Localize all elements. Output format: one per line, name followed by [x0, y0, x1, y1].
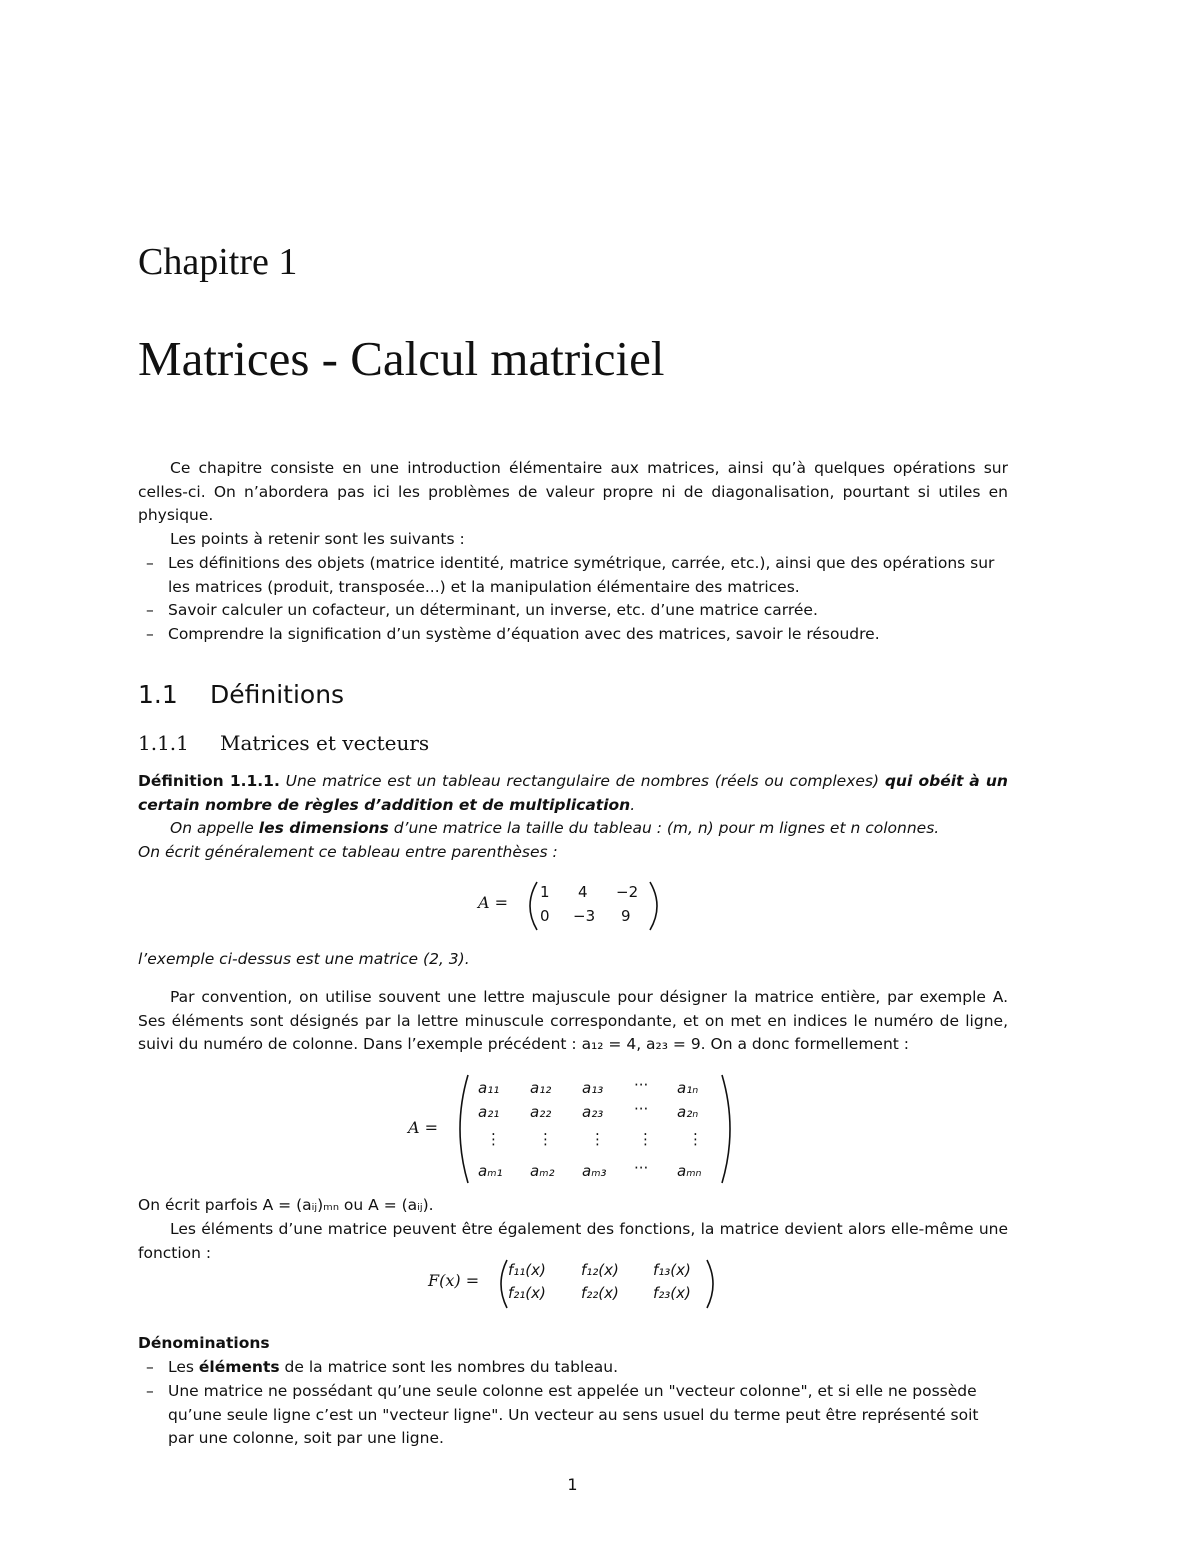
- matrix-f-cell: f₁₃(x): [653, 1261, 691, 1279]
- matrix-a-cell: 9: [621, 907, 631, 925]
- general-matrix-cell: ⋮: [486, 1130, 501, 1148]
- subsection-number: 1.1.1: [138, 731, 189, 755]
- point-text: Savoir calculer un cofacteur, un déterminant, un inverse, etc. d’une matrice carrée.: [168, 601, 818, 619]
- general-matrix-cell: a₂ₙ: [677, 1103, 699, 1121]
- dimensions-paragraph: [138, 817, 1008, 841]
- dims-text-c: d’une matrice la taille du tableau : (m, n) pour m lignes et n colonnes.: [393, 819, 940, 837]
- point-item: [146, 623, 1008, 647]
- point-text: Les définitions des objets (matrice identité, matrice symétrique, carrée, etc.), ainsi que des opérations sur les matrices (produit, transposée...) et la manipulation élémentaire des matrices.: [168, 554, 995, 596]
- bullet-dash: –: [146, 1382, 154, 1400]
- example-note: l’exemple ci-dessus est une matrice (2, 3).: [138, 950, 470, 968]
- notation-line: On écrit parfois A = (aᵢⱼ)ₘₙ ou A = (aᵢⱼ).: [138, 1196, 434, 1214]
- general-matrix-cell: ···: [634, 1076, 649, 1094]
- definition-block: [138, 770, 1008, 817]
- denominations-heading: Dénominations: [138, 1334, 270, 1352]
- right-paren: [718, 1073, 740, 1185]
- matrix-f-cell: f₁₂(x): [581, 1261, 619, 1279]
- general-matrix-cell: ⋮: [688, 1130, 703, 1148]
- matrix-a-cell: 0: [540, 907, 550, 925]
- page-number: 1: [567, 1475, 578, 1494]
- matrix-a-cell: −3: [573, 907, 596, 925]
- general-matrix-lhs-text: A =: [408, 1118, 439, 1137]
- subsection-title: Matrices et vecteurs: [220, 731, 430, 755]
- left-paren: [450, 1073, 472, 1185]
- intro-paragraph: Ce chapitre consiste en une introduction élémentaire aux matrices, ainsi qu’à quelques opérations sur celles-ci. On n’abordera pas ici les problèmes de valeur propre ni de diagonalisation, pourtant si utiles en physique.: [138, 459, 1008, 524]
- section-title: Définitions: [210, 680, 345, 709]
- matrix-a-cell: 4: [578, 883, 588, 901]
- general-matrix-cell: aₘₙ: [677, 1162, 702, 1180]
- denom-text-b: éléments: [198, 1358, 280, 1376]
- matrix-f-cell: f₂₃(x): [653, 1284, 691, 1302]
- matrix-f-cell: f₁₁(x): [508, 1261, 546, 1279]
- definition-text-c: à un certain nombre de règles d’addition et de multiplication: [138, 772, 1008, 814]
- general-matrix-cell: aₘ₃: [582, 1162, 607, 1180]
- general-matrix-cell: a₁ₙ: [677, 1079, 699, 1097]
- points-intro: Les points à retenir sont les suivants :: [170, 530, 465, 548]
- general-matrix-cell: ⋮: [538, 1130, 553, 1148]
- subsection-heading: [138, 731, 429, 755]
- dims-text-b: les dimensions: [258, 819, 389, 837]
- general-matrix-cell: ···: [634, 1100, 649, 1118]
- general-matrix-cell: a₁₂: [530, 1079, 552, 1097]
- point-text: Comprendre la signification d’un système d’équation avec des matrices, savoir le résoudre.: [168, 625, 880, 643]
- general-matrix-cell: a₁₁: [478, 1079, 500, 1097]
- matrix-f-lhs: [428, 1271, 479, 1290]
- general-matrix-cell: a₂₃: [582, 1103, 604, 1121]
- matrix-a-lhs: [478, 893, 508, 912]
- general-matrix-cell: aₘ₁: [478, 1162, 503, 1180]
- matrix-a-cell: 1: [540, 883, 550, 901]
- definition-label: Définition 1.1.1.: [138, 772, 280, 790]
- matrix-f-lhs-text: F(x) =: [428, 1271, 480, 1290]
- functions-paragraph: Les éléments d’une matrice peuvent être également des fonctions, la matrice devient alors elle-même une fonction :: [138, 1220, 1008, 1262]
- denomination-item: [146, 1380, 1008, 1451]
- section-heading: [138, 680, 344, 709]
- general-matrix-cell: a₂₂: [530, 1103, 552, 1121]
- left-paren: [521, 880, 541, 932]
- bullet-dash: –: [146, 625, 154, 643]
- definition-text-b: qui obéit: [884, 772, 964, 790]
- matrix-f-cell: f₂₁(x): [508, 1284, 546, 1302]
- general-matrix-cell: a₁₃: [582, 1079, 604, 1097]
- section-number: 1.1: [138, 680, 178, 709]
- general-matrix-lhs: [408, 1118, 438, 1137]
- definition-end: .: [630, 795, 636, 814]
- convention-paragraph: Par convention, on utilise souvent une lettre majuscule pour désigner la matrice entière, par exemple A. Ses éléments sont désignés par la lettre minuscule correspondante, et on met en indices le numéro de ligne, suivi du numéro de colonne. Dans l’exemple précédent : a₁₂ = 4, a₂₃ = 9. On a donc formellement :: [138, 988, 1008, 1053]
- denom-text: Une matrice ne possédant qu’une seule colonne est appelée un "vecteur colonne", et si elle ne possède qu’une seule ligne c’est un "vecteur ligne". Un vecteur au sens usuel du terme peut être représenté soit par une colonne, soit par une ligne.: [168, 1382, 979, 1447]
- bullet-dash: –: [146, 601, 154, 619]
- general-matrix-cell: ⋮: [638, 1130, 653, 1148]
- general-matrix-cell: ···: [634, 1159, 649, 1177]
- denom-text-a: Les: [168, 1358, 194, 1376]
- dims-text-a: On appelle: [170, 819, 254, 837]
- general-matrix-cell: aₘ₂: [530, 1162, 555, 1180]
- bullet-dash: –: [146, 554, 154, 572]
- right-paren: [704, 1258, 720, 1310]
- point-item: [146, 599, 1008, 623]
- chapter-label: Chapitre 1: [138, 241, 298, 283]
- matrix-f-cell: f₂₂(x): [581, 1284, 619, 1302]
- point-item: [146, 552, 1008, 599]
- written-line: On écrit généralement ce tableau entre parenthèses :: [138, 843, 558, 861]
- general-matrix-cell: ⋮: [590, 1130, 605, 1148]
- right-paren: [646, 880, 666, 932]
- general-matrix-cell: a₂₁: [478, 1103, 500, 1121]
- denom-text-c: de la matrice sont les nombres du tableau.: [284, 1358, 619, 1376]
- matrix-a-cell: −2: [616, 883, 639, 901]
- definition-text-a: Une matrice est un tableau rectangulaire de nombres (réels ou complexes): [285, 772, 880, 790]
- bullet-dash: –: [146, 1358, 154, 1376]
- matrix-a-lhs-text: A =: [478, 893, 509, 912]
- chapter-title: Matrices - Calcul matriciel: [138, 331, 665, 386]
- denomination-item: [146, 1356, 1008, 1380]
